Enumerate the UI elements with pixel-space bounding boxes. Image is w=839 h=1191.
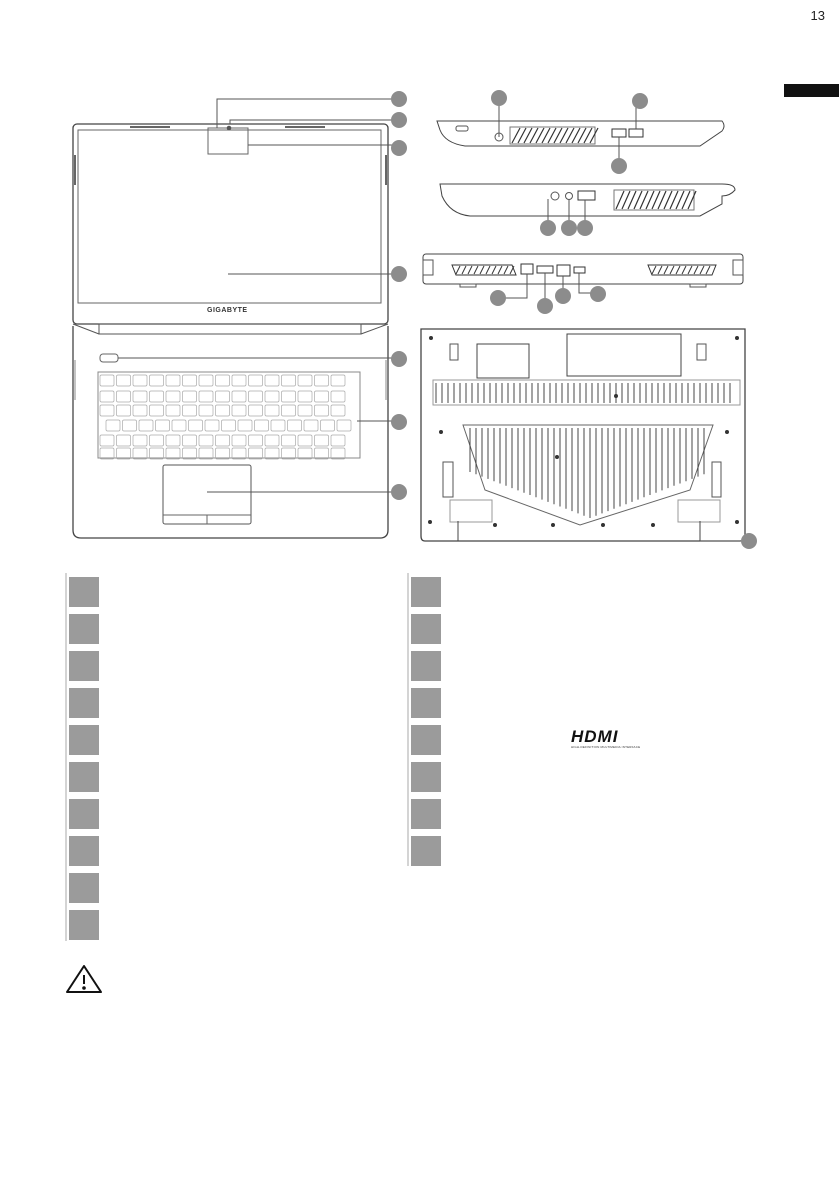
keyboard-key — [216, 448, 230, 459]
vent-slat — [706, 266, 710, 274]
legend-badge — [411, 725, 441, 755]
keyboard-key — [183, 448, 197, 459]
keyboard-key — [282, 391, 296, 402]
legend-badge — [69, 614, 99, 644]
keyboard-key — [100, 448, 114, 459]
brand-logo: GIGABYTE — [207, 307, 248, 314]
callout-marker — [537, 298, 553, 314]
keyboard-key — [117, 405, 131, 416]
keyboard-key — [199, 375, 213, 386]
callout-marker — [491, 90, 507, 106]
legend-badge — [411, 614, 441, 644]
legend-badge — [411, 688, 441, 718]
callout-marker — [391, 414, 407, 430]
keyboard-key — [133, 448, 147, 459]
keyboard-key — [238, 420, 252, 431]
warning-icon — [67, 966, 101, 992]
keyboard-key — [298, 391, 312, 402]
keyboard-key — [232, 405, 246, 416]
callout-marker — [391, 266, 407, 282]
keyboard-key — [199, 448, 213, 459]
legend-badge — [69, 910, 99, 940]
keyboard-key — [222, 420, 236, 431]
keyboard-key — [265, 448, 279, 459]
keyboard-key — [298, 435, 312, 446]
callout-marker — [391, 484, 407, 500]
keyboard-key — [298, 448, 312, 459]
callout-marker — [540, 220, 556, 236]
keyboard-key — [337, 420, 351, 431]
keyboard-key — [166, 405, 180, 416]
keyboard-key — [106, 420, 120, 431]
keyboard-key — [117, 391, 131, 402]
callout-marker — [611, 158, 627, 174]
keyboard-key — [189, 420, 203, 431]
keyboard-key — [249, 448, 263, 459]
keyboard-key — [216, 391, 230, 402]
keyboard-key — [331, 448, 345, 459]
legend-badge — [69, 873, 99, 903]
keyboard-key — [123, 420, 137, 431]
keyboard-key — [216, 375, 230, 386]
keyboard-key — [100, 375, 114, 386]
keyboard-key — [133, 435, 147, 446]
keyboard-key — [133, 405, 147, 416]
left-side-vent — [512, 128, 598, 143]
hdmi-logo — [571, 728, 651, 749]
keyboard-key — [315, 375, 329, 386]
callout-marker — [391, 351, 407, 367]
hdmi-logo-subtext: HIGH-DEFINITION MULTIMEDIA INTERFACE — [571, 745, 641, 749]
keyboard-key — [282, 405, 296, 416]
keyboard-key — [150, 405, 164, 416]
keyboard-key — [321, 420, 335, 431]
keyboard-key — [315, 435, 329, 446]
keyboard-key — [315, 448, 329, 459]
vent-slat — [694, 266, 698, 274]
keyboard-key — [156, 420, 170, 431]
legend-badge — [411, 651, 441, 681]
page-number: 13 — [810, 8, 825, 23]
left-side-view — [437, 99, 724, 166]
keyboard-key — [100, 405, 114, 416]
vent-slat — [658, 266, 662, 274]
legend-badge — [411, 799, 441, 829]
legend-badge — [411, 762, 441, 792]
callout-marker — [741, 533, 757, 549]
keyboard-key — [249, 375, 263, 386]
legend-badge — [411, 836, 441, 866]
legend-badge — [69, 651, 99, 681]
keyboard-key — [282, 448, 296, 459]
keyboard-key — [232, 448, 246, 459]
vent-slat — [504, 266, 508, 274]
keyboard-key — [172, 420, 186, 431]
vent-slat — [664, 266, 668, 274]
keyboard-key — [298, 375, 312, 386]
callout-marker — [590, 286, 606, 302]
keyboard-key — [282, 435, 296, 446]
callout-marker — [391, 91, 407, 107]
keyboard-key — [304, 420, 318, 431]
keyboard-key — [331, 391, 345, 402]
keyboard-key — [288, 420, 302, 431]
keyboard-key — [331, 405, 345, 416]
legend-badge — [411, 577, 441, 607]
keyboard-key — [183, 405, 197, 416]
callout-marker — [577, 220, 593, 236]
bottom-vent-hatching — [436, 383, 730, 518]
keyboard-key — [331, 375, 345, 386]
callout-marker — [391, 140, 407, 156]
keyboard-key — [166, 448, 180, 459]
legend-badge — [69, 836, 99, 866]
keyboard-key — [183, 391, 197, 402]
keyboard-key — [315, 405, 329, 416]
legend-badge — [69, 799, 99, 829]
right-side-vent — [616, 191, 696, 209]
keyboard-key — [183, 375, 197, 386]
keyboard-key — [150, 448, 164, 459]
vent-slat — [456, 266, 460, 274]
vent-slat — [670, 266, 674, 274]
vent-slat — [676, 266, 680, 274]
keyboard-key — [265, 375, 279, 386]
keyboard-key — [232, 375, 246, 386]
vent-slat — [700, 266, 704, 274]
keyboard-key — [150, 391, 164, 402]
keyboard-key — [199, 391, 213, 402]
legend-badge — [69, 577, 99, 607]
keyboard-key — [271, 420, 285, 431]
legend-badge — [69, 762, 99, 792]
keyboard-key — [331, 435, 345, 446]
vent-slat — [688, 266, 692, 274]
vent-slat — [474, 266, 478, 274]
keyboard-key — [166, 435, 180, 446]
vent-slat — [652, 266, 656, 274]
keyboard-key — [282, 375, 296, 386]
callout-marker — [490, 290, 506, 306]
legend-badge — [69, 725, 99, 755]
keyboard-key — [150, 375, 164, 386]
keyboard-key — [100, 391, 114, 402]
keyboard-key — [249, 435, 263, 446]
keyboard-key — [133, 375, 147, 386]
legend-badge — [69, 688, 99, 718]
keyboard-key — [249, 391, 263, 402]
vent-slat — [480, 266, 484, 274]
keyboard-key — [117, 448, 131, 459]
vent-slat — [468, 266, 472, 274]
vent-slat — [498, 266, 502, 274]
laptop-front-view — [73, 124, 388, 538]
vent-slat — [462, 266, 466, 274]
keyboard-key — [216, 435, 230, 446]
keyboard-key — [166, 391, 180, 402]
keyboard-key — [199, 435, 213, 446]
callout-marker — [632, 93, 648, 109]
keyboard-key — [265, 391, 279, 402]
keyboard-key — [139, 420, 153, 431]
keyboard-key — [183, 435, 197, 446]
vent-slat — [492, 266, 496, 274]
vent-slat — [510, 266, 514, 274]
keyboard-key — [166, 375, 180, 386]
keyboard-key — [216, 405, 230, 416]
keyboard-key — [100, 435, 114, 446]
vent-slat — [486, 266, 490, 274]
keyboard-key — [265, 405, 279, 416]
keyboard — [100, 375, 351, 459]
front-callout-lines — [118, 99, 398, 492]
vent-slat — [682, 266, 686, 274]
keyboard-key — [205, 420, 219, 431]
keyboard-key — [315, 391, 329, 402]
callout-marker — [555, 288, 571, 304]
callout-marker — [391, 112, 407, 128]
keyboard-key — [117, 435, 131, 446]
rear-view — [423, 254, 743, 306]
keyboard-key — [150, 435, 164, 446]
keyboard-key — [255, 420, 269, 431]
keyboard-key — [199, 405, 213, 416]
hdmi-logo-text: HDMI — [571, 727, 619, 746]
keyboard-key — [265, 435, 279, 446]
keyboard-key — [232, 435, 246, 446]
keyboard-key — [298, 405, 312, 416]
keyboard-key — [249, 405, 263, 416]
keyboard-key — [133, 391, 147, 402]
keyboard-key — [232, 391, 246, 402]
callout-marker — [561, 220, 577, 236]
keyboard-key — [117, 375, 131, 386]
